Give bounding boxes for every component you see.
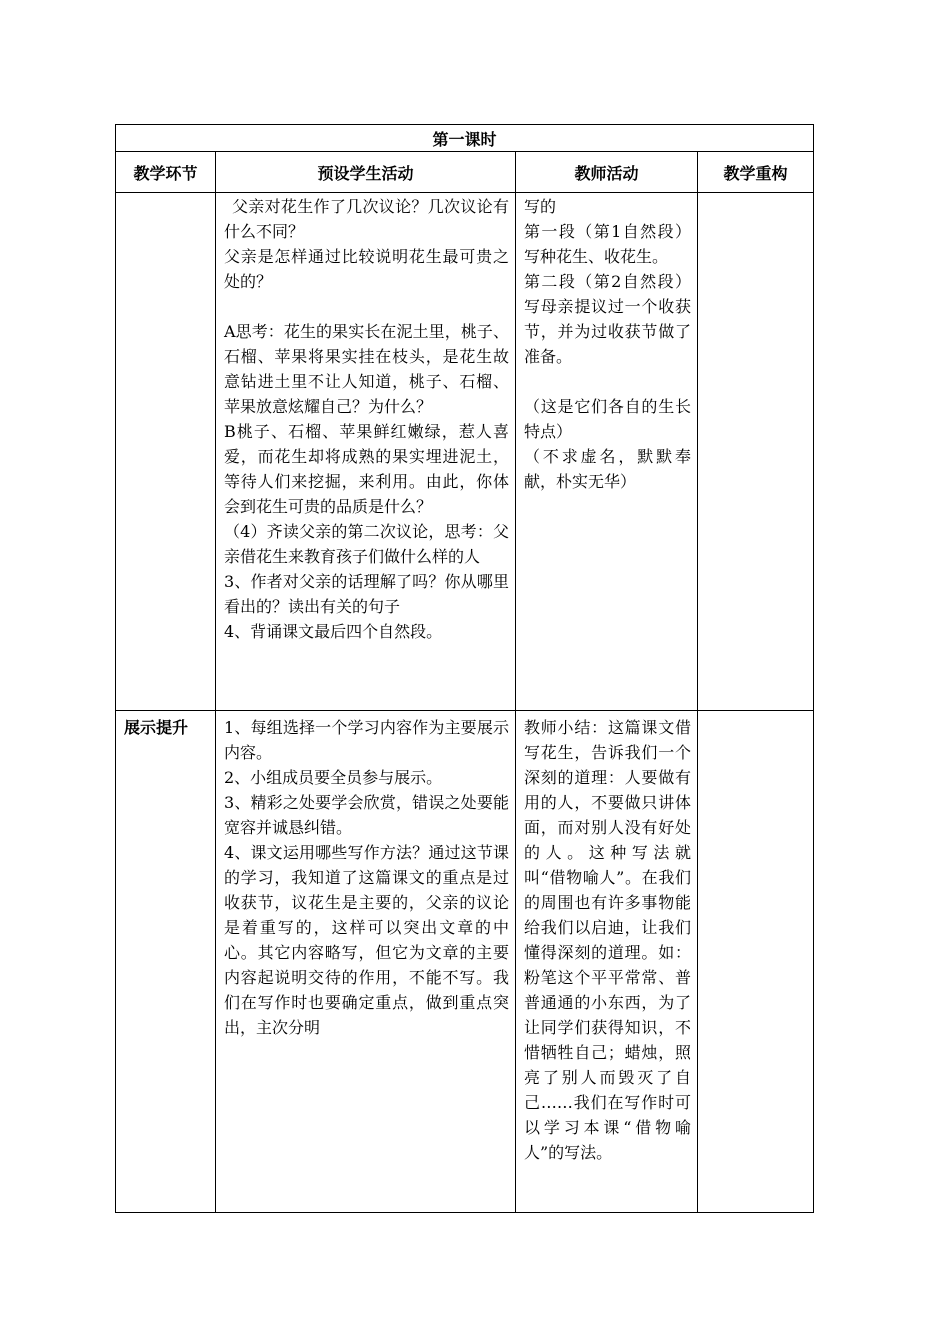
paragraph: 3、精彩之处要学会欣赏，错误之处要能宽容并诚恳纠错。 bbox=[224, 793, 509, 837]
student-activity-cell bbox=[216, 193, 516, 711]
teacher-activity-cell bbox=[516, 193, 698, 711]
student-activity-cell bbox=[216, 711, 516, 1213]
header-student-activity: 预设学生活动 bbox=[216, 152, 516, 193]
paragraph: 教师小结：这篇课文借写花生，告诉我们一个深刻的道理：人要做有用的人，不要做只讲体面，而对别人没有好处的人。这种写法就叫“借物喻人”。在我们的周围也有许多事物能给我们以启迪，让我们懂得深刻的道理。如：粉笔这个平平常常、普普通通的小东西，为了让同学们获得知识，不惜牺牲自己；蜡烛，照亮了别人而毁灭了自己……我们在写作时可以学习本课“借物喻人”的写法。 bbox=[524, 718, 691, 1162]
paragraph: （这是它们各自的生长特点） bbox=[524, 397, 691, 441]
paragraph: （4）齐读父亲的第二次议论，思考：父亲借花生来教育孩子们做什么样的人 bbox=[224, 522, 509, 566]
paragraph: （不求虚名，默默奉献，朴实无华） bbox=[524, 447, 691, 491]
reconstruct-cell bbox=[698, 193, 814, 711]
paragraph bbox=[216, 294, 515, 319]
table-row bbox=[116, 193, 814, 711]
header-stage: 教学环节 bbox=[116, 152, 216, 193]
lesson-plan-table bbox=[115, 124, 814, 1213]
header-row bbox=[116, 152, 814, 193]
paragraph: 4、背诵课文最后四个自然段。 bbox=[224, 622, 443, 641]
stage-cell: 展示提升 bbox=[116, 711, 216, 1213]
reconstruct-cell bbox=[698, 711, 814, 1213]
paragraph: 父亲是怎样通过比较说明花生最可贵之处的？ bbox=[224, 247, 509, 291]
stage-cell bbox=[116, 193, 216, 711]
paragraph: 3、作者对父亲的话理解了吗？你从哪里看出的？读出有关的句子 bbox=[224, 572, 509, 616]
paragraph: 1、每组选择一个学习内容作为主要展示内容。 bbox=[224, 718, 509, 762]
paragraph: B桃子、石榴、苹果鲜红嫩绿，惹人喜爱，而花生却将成熟的果实埋进泥土，等待人们来挖掘，来利用。由此，你体会到花生可贵的品质是什么？ bbox=[224, 422, 509, 516]
paragraph: 4、课文运用哪些写作方法？通过这节课的学习，我知道了这篇课文的重点是过收获节，议花生是主要的，父亲的议论是着重写的，这样可以突出文章的中心。其它内容略写，但它为文章的主要内容起说明交待的作用，不能不写。我们在写作时也要确定重点，做到重点突出，主次分明 bbox=[224, 843, 509, 1037]
header-teacher-activity: 教师活动 bbox=[516, 152, 698, 193]
table-title: 第一课时 bbox=[116, 125, 814, 152]
paragraph: 写的 bbox=[524, 197, 557, 216]
table-row bbox=[116, 711, 814, 1213]
paragraph: A思考：花生的果实长在泥土里，桃子、石榴、苹果将果实挂在枝头，是花生故意钻进土里不让人知道，桃子、石榴、苹果放意炫耀自己？为什么？ bbox=[224, 322, 509, 416]
paragraph: 2、小组成员要全员参与展示。 bbox=[224, 768, 443, 787]
header-reconstruct: 教学重构 bbox=[698, 152, 814, 193]
paragraph: 第二段（第2自然段）写母亲提议过一个收获节，并为过收获节做了准备。 bbox=[524, 272, 691, 366]
paragraph bbox=[516, 369, 697, 394]
title-row bbox=[116, 125, 814, 152]
paragraph: 第一段（第1自然段）写种花生、收花生。 bbox=[524, 222, 691, 266]
teacher-activity-cell bbox=[516, 711, 698, 1213]
paragraph: 父亲对花生作了几次议论？几次议论有什么不同？ bbox=[224, 197, 509, 241]
